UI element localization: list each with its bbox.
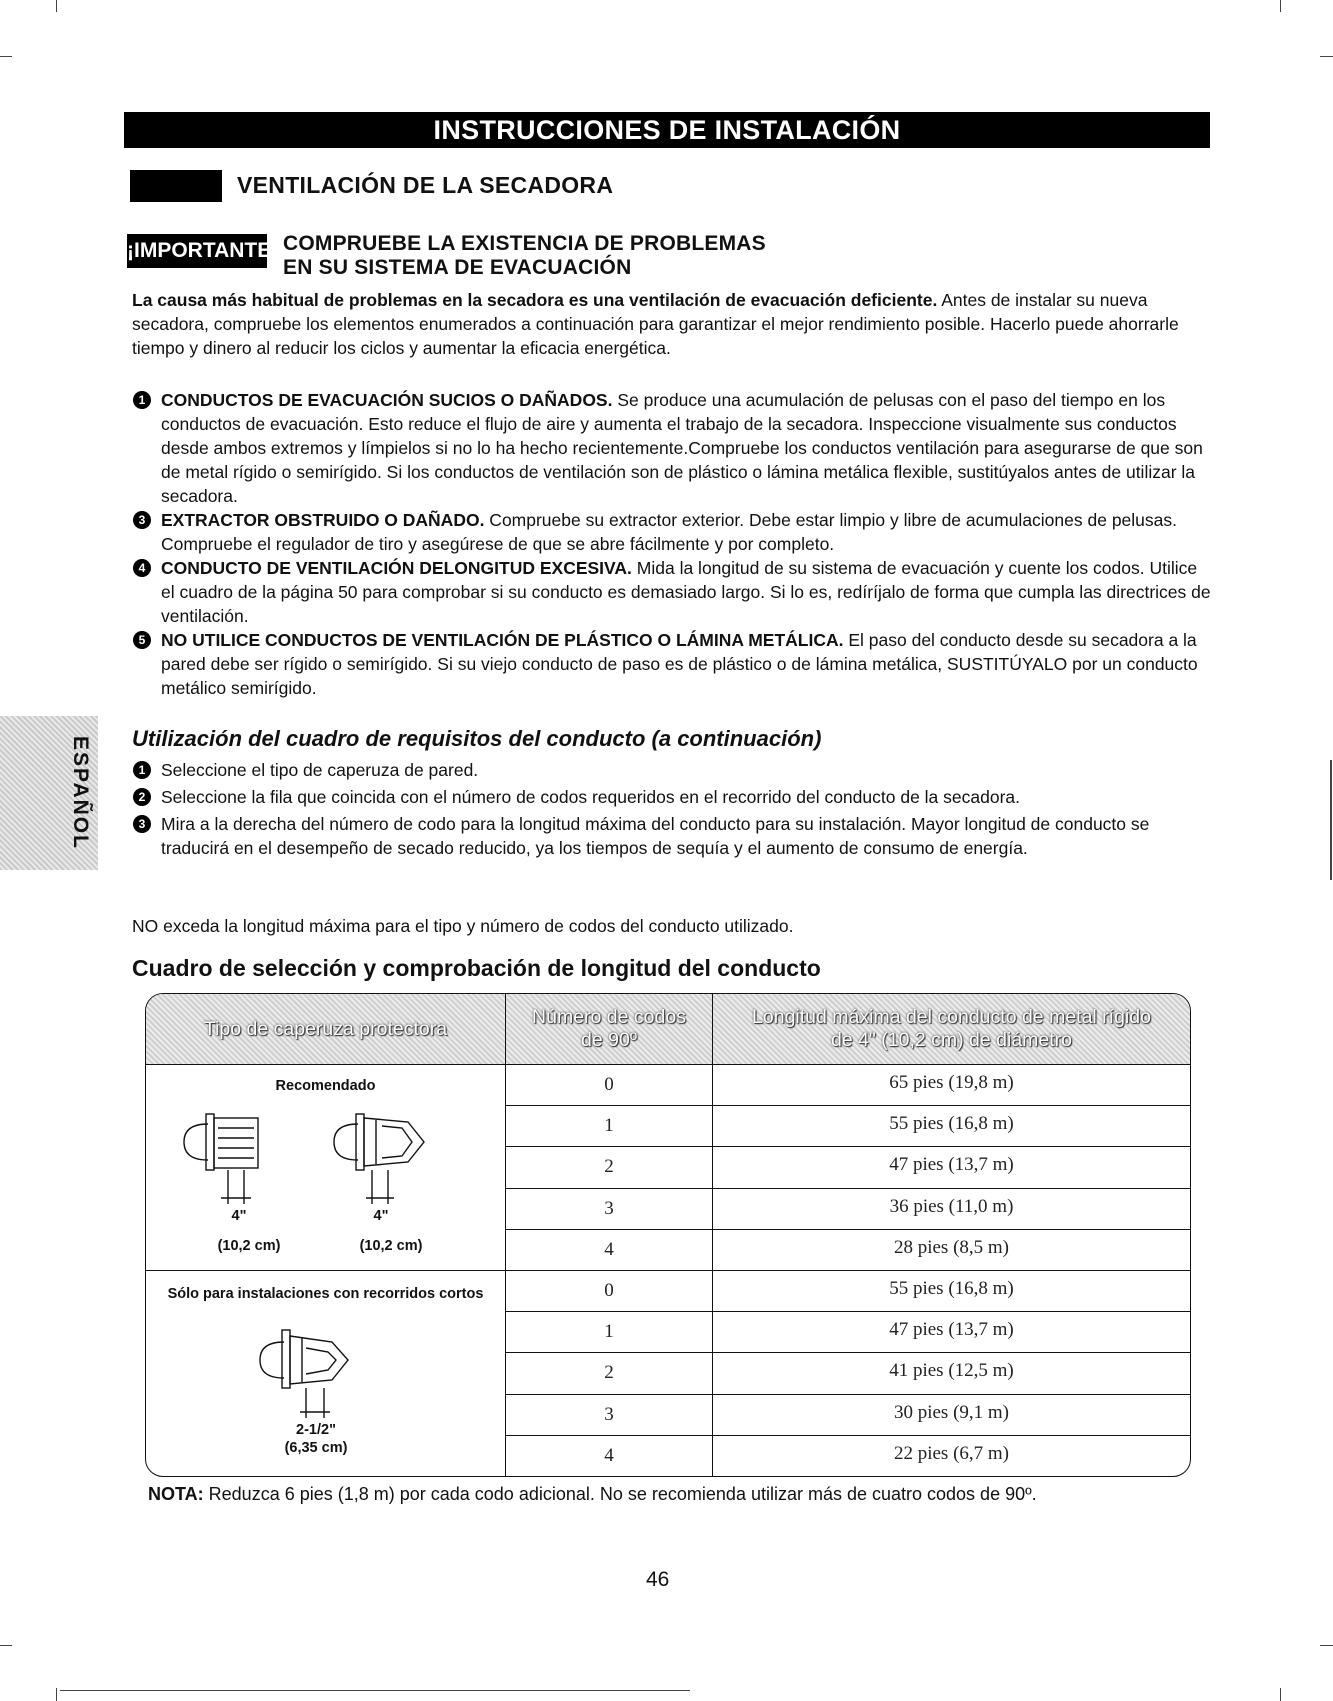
row-rule — [505, 1229, 1190, 1230]
dimension-label-metric: (6,35 cm) — [284, 1440, 348, 1456]
issue-item — [132, 556, 1212, 628]
elbow-count-cell: 0 — [604, 1074, 614, 1095]
elbow-count-cell: 2 — [604, 1156, 614, 1177]
number-badge: 1 — [133, 761, 151, 779]
row-rule — [505, 1394, 1190, 1395]
intro-paragraph — [132, 288, 1212, 360]
issue-item — [132, 628, 1212, 700]
box-hood-icon — [334, 1114, 424, 1204]
edge-line — [1330, 760, 1332, 880]
group-rule — [146, 1270, 505, 1271]
short-run-hood-illustration — [146, 1322, 505, 1432]
elbow-count-cell: 0 — [604, 1280, 614, 1301]
max-length-warning: NO exceda la longitud máxima para el tipo y número de codos del conducto utilizado. — [132, 916, 794, 936]
step-list — [132, 758, 1212, 863]
step-item — [132, 785, 1212, 809]
number-badge: 3 — [133, 815, 151, 833]
issue-title: CONDUCTO DE VENTILACIÓN DELONGITUD EXCESIVA. — [161, 558, 632, 578]
issue-title: EXTRACTOR OBSTRUIDO O DAÑADO. — [161, 510, 485, 530]
crop-mark — [1280, 0, 1281, 12]
header-rule — [146, 1064, 1190, 1065]
crop-mark — [56, 1688, 57, 1701]
language-tab-label: ESPAÑOL — [69, 736, 92, 850]
crop-mark — [1280, 1688, 1281, 1701]
header-elbows-line2: de 90º — [581, 1029, 637, 1051]
number-badge: 5 — [133, 631, 151, 649]
issue-title: NO UTILICE CONDUCTOS DE VENTILACIÓN DE PLÁSTICO O LÁMINA METÁLICA. — [161, 630, 844, 650]
recommended-hoods-illustration — [146, 1104, 505, 1224]
row-rule — [505, 1188, 1190, 1189]
dimension-label-metric: (10,2 cm) — [217, 1238, 281, 1254]
note-label: NOTA: — [148, 1484, 204, 1504]
group-short-runs-label: Sólo para instalaciones con recorridos cortos — [167, 1286, 484, 1302]
max-length-cell: 47 pies (13,7 m) — [889, 1319, 1014, 1340]
step-text: Seleccione el tipo de caperuza de pared. — [161, 760, 479, 780]
important-title-line2: EN SU SISTEMA DE EVACUACIÓN — [283, 256, 632, 279]
header-elbows — [506, 994, 712, 1064]
number-badge: 4 — [133, 559, 151, 577]
max-length-cell: 55 pies (16,8 m) — [889, 1278, 1014, 1299]
issue-text: Se produce una acumulación de pelusas con el paso del tiempo en los conductos de evacuación. Esto reduce el flujo de aire y aumenta el trabajo de la secadora. Inspeccione visualmente sus conductos desde ambos extremos y límpielos si no lo ha hecho recientemente.Compruebe los conductos ventilación para asegurarse de que son de metal rígido o semirígido. Si los conductos de ventilación son de plástico o lámina metálica flexible, sustitúyalos antes de utilizar la secadora. — [161, 390, 1203, 506]
max-length-cell: 55 pies (16,8 m) — [889, 1113, 1014, 1134]
section-marker — [130, 170, 222, 202]
step-item — [132, 758, 1212, 782]
issue-item — [132, 508, 1212, 556]
chart-title: Cuadro de selección y comprobación de longitud del conducto — [132, 955, 821, 981]
max-length-cell: 22 pies (6,7 m) — [893, 1443, 1010, 1464]
number-badge: 1 — [133, 391, 151, 409]
elbow-count-cell: 4 — [604, 1239, 614, 1260]
utilization-heading: Utilización del cuadro de requisitos del conducto (a continuación) — [132, 726, 822, 751]
dimension-label: 4" — [231, 1208, 247, 1224]
number-badge: 2 — [133, 788, 151, 806]
crop-mark — [1320, 56, 1333, 57]
row-rule — [505, 1435, 1190, 1436]
number-badge: 3 — [133, 511, 151, 529]
crop-mark — [0, 56, 12, 57]
crop-mark — [0, 1645, 12, 1646]
issue-title: CONDUCTOS DE EVACUACIÓN SUCIOS O DAÑADOS. — [161, 390, 613, 410]
note-text: Reduzca 6 pies (1,8 m) por cada codo adicional. No se recomienda utilizar más de cuatro codos de 90º. — [203, 1484, 1037, 1504]
section-title: VENTILACIÓN DE LA SECADORA — [237, 172, 614, 198]
elbow-count-cell: 3 — [604, 1404, 614, 1425]
angled-hood-icon — [260, 1330, 348, 1418]
intro-text: Antes de instalar su nueva secadora, compruebe los elementos enumerados a continuación para garantizar el mejor rendimiento posible. Hacerlo puede ahorrarle tiempo y dinero al reducir los ciclos y aumentar la eficacia energética. — [132, 290, 1179, 358]
header-max-length — [713, 994, 1190, 1064]
group-recommended-label: Recomendado — [275, 1078, 376, 1094]
crop-mark — [1320, 1645, 1333, 1646]
max-length-cell: 28 pies (8,5 m) — [893, 1237, 1010, 1258]
elbow-count-cell: 1 — [604, 1115, 614, 1136]
issue-list — [132, 388, 1212, 700]
max-length-cell: 47 pies (13,7 m) — [889, 1154, 1014, 1175]
step-text: Seleccione la fila que coincida con el número de codos requeridos en el recorrido del conducto de la secadora. — [161, 787, 1021, 807]
edge-line — [60, 1690, 690, 1691]
elbow-count-cell: 2 — [604, 1362, 614, 1383]
elbow-count-cell: 4 — [604, 1445, 614, 1466]
duct-length-table — [145, 993, 1191, 1477]
row-rule — [505, 1311, 1190, 1312]
row-rule — [505, 1270, 1190, 1271]
step-item — [132, 812, 1212, 860]
issue-text: El paso del conducto desde su secadora a la pared debe ser rígido o semirígido. Si su viejo conducto de paso es de plástico o de lámina metálica, SUSTITÚYALO por un conducto metálico semirígido. — [161, 630, 1198, 698]
note — [148, 1484, 1037, 1505]
header-elbows-line1: Número de codos — [532, 1006, 686, 1028]
crop-mark — [56, 0, 57, 12]
row-rule — [505, 1105, 1190, 1106]
page-banner: INSTRUCCIONES DE INSTALACIÓN — [124, 112, 1210, 148]
louvered-hood-icon — [184, 1114, 258, 1204]
elbow-count-cell: 3 — [604, 1198, 614, 1219]
max-length-cell: 65 pies (19,8 m) — [889, 1072, 1014, 1093]
page-number: 46 — [646, 1568, 670, 1591]
row-rule — [505, 1352, 1190, 1353]
header-max-length-line1: Longitud máxima del conducto de metal rígido — [752, 1006, 1151, 1028]
header-hood-type: Tipo de caperuza protectora — [203, 1017, 448, 1040]
dimension-label: 2-1/2" — [296, 1422, 336, 1438]
issue-text: Compruebe su extractor exterior. Debe estar limpio y libre de acumulaciones de pelusas. Compruebe el regulador de tiro y asegúrese de que se abre fácilmente y por completo. — [161, 510, 1178, 554]
max-length-cell: 30 pies (9,1 m) — [893, 1402, 1010, 1423]
important-badge: ¡IMPORTANTE! — [127, 234, 267, 268]
dimension-label-metric: (10,2 cm) — [359, 1238, 423, 1254]
max-length-cell: 41 pies (12,5 m) — [889, 1360, 1014, 1381]
elbow-count-cell: 1 — [604, 1321, 614, 1342]
important-title-line1: COMPRUEBE LA EXISTENCIA DE PROBLEMAS — [283, 232, 766, 255]
max-length-cell: 36 pies (11,0 m) — [889, 1196, 1014, 1217]
important-title — [283, 232, 766, 280]
dimension-label: 4" — [373, 1208, 389, 1224]
intro-bold: La causa más habitual de problemas en la secadora es una ventilación de evacuación deficiente. — [132, 290, 938, 310]
header-max-length-line2: de 4" (10,2 cm) de diámetro — [830, 1029, 1073, 1051]
issue-item — [132, 388, 1212, 508]
row-rule — [505, 1146, 1190, 1147]
step-text: Mira a la derecha del número de codo para la longitud máxima del conducto para su instalación. Mayor longitud de conducto se traducirá en el desempeño de secado reducido, ya los tiempos de sequía y el aumento de consumo de energía. — [161, 814, 1150, 858]
issue-text: Mida la longitud de su sistema de evacuación y cuente los codos. Utilice el cuadro de la página 50 para comprobar si su conducto es demasiado largo. Si lo es, redíríjalo de forma que cumpla las directrices de ventilación. — [161, 558, 1211, 626]
